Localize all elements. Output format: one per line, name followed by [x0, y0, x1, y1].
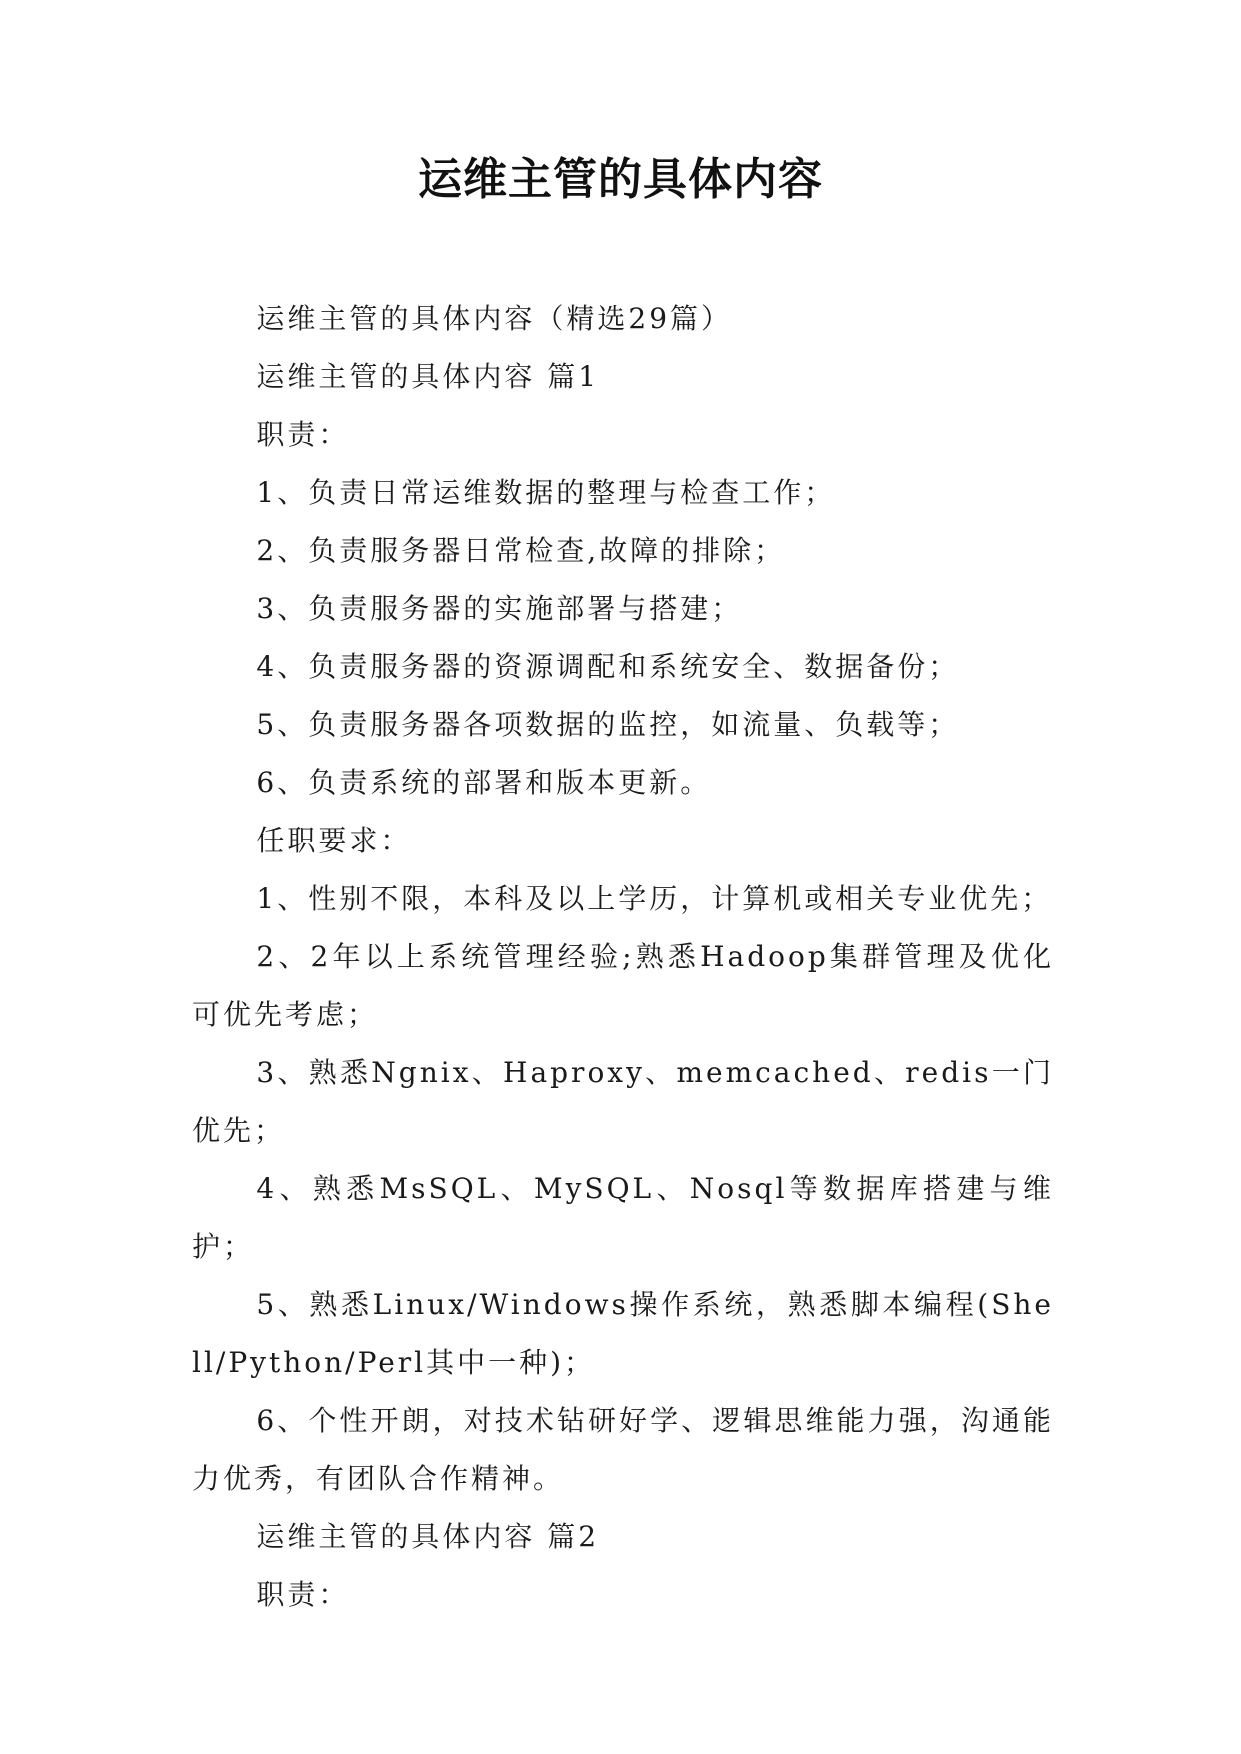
duty-item-3: 3、负责服务器的实施部署与搭建； [256, 592, 743, 625]
requirement-item-5: 5、熟悉Linux/Windows操作系统，熟悉脚本编程(Shell/Python/Perl其中一种)； [192, 1288, 1054, 1379]
label-duties-2: 职责： [256, 1578, 350, 1611]
label-duties: 职责： [256, 418, 350, 451]
requirement-item-6: 6、个性开朗，对技术钻研好学、逻辑思维能力强，沟通能力优秀，有团队合作精神。 [192, 1404, 1054, 1495]
requirement-item-2: 2、2年以上系统管理经验;熟悉Hadoop集群管理及优化可优先考虑； [192, 940, 1054, 1031]
duty-item-6: 6、负责系统的部署和版本更新。 [256, 766, 712, 799]
document-body [192, 290, 1054, 1624]
requirement-item-1: 1、性别不限，本科及以上学历，计算机或相关专业优先； [256, 882, 1053, 915]
label-requirements: 任职要求： [256, 824, 412, 857]
duty-item-4: 4、负责服务器的资源调配和系统安全、数据备份； [256, 650, 960, 683]
section-heading-1: 运维主管的具体内容 篇1 [256, 360, 600, 393]
document-title: 运维主管的具体内容 [418, 154, 823, 205]
requirement-item-4: 4、熟悉MsSQL、MySQL、Nosql等数据库搭建与维护； [192, 1172, 1054, 1263]
paragraph-subtitle: 运维主管的具体内容（精选29篇） [256, 302, 733, 335]
requirement-item-3: 3、熟悉Ngnix、Haproxy、memcached、redis一门优先； [192, 1056, 1054, 1147]
duty-item-5: 5、负责服务器各项数据的监控，如流量、负载等； [256, 708, 960, 741]
section-heading-2: 运维主管的具体内容 篇2 [256, 1520, 600, 1553]
duty-item-1: 1、负责日常运维数据的整理与检查工作； [256, 476, 836, 509]
duty-item-2: 2、负责服务器日常检查,故障的排除； [256, 534, 786, 567]
